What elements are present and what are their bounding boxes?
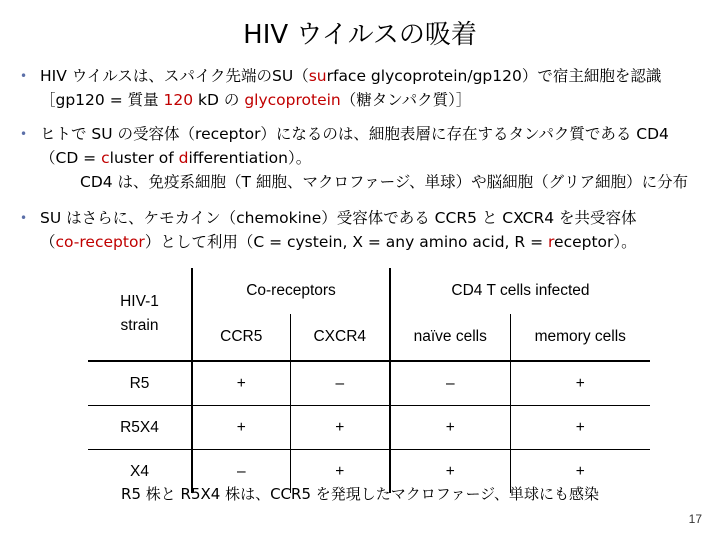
text-span: （CD = [40,149,102,167]
bullet-cd4-receptor [20,122,710,194]
table-row [88,361,650,406]
bullet-dot-icon: • [20,127,28,141]
column-header: naïve cells [390,314,510,361]
highlight-text: c [101,149,110,167]
bullet-line [40,230,710,254]
row-strain: X4 [88,450,192,494]
cd4-group-header: CD4 T cells infected [451,282,590,299]
bullet-line: ヒトで SU の受容体（receptor）になるのは、細胞表層に存在するタンパク質である CD4 [40,125,669,143]
text-span: ）として利用（C = cystein, X = any amino acid, R = [144,233,548,251]
text-span: ifferentiation）。 [188,149,312,167]
highlight-text: co-receptor [55,233,145,251]
bullet-line: CD4 は、免疫系細胞（T 細胞、マクロファージ、単球）や脳細胞（グリア細胞）に分布 [80,173,689,191]
bullet-line [40,88,710,112]
table-cell: + [290,406,390,450]
table-cell: – [390,361,510,406]
table-cell: + [192,406,290,450]
text-span: rface glycoprotein/gp120）で宿主細胞を認識 [326,67,662,85]
strain-header [88,268,192,361]
text-span: （糖タンパク質）］ [340,91,472,109]
table-cell: + [510,406,650,450]
table-row [88,406,650,450]
text-span: luster of [109,149,179,167]
highlight-text: glycoprotein [244,91,341,109]
bullet-line [40,146,710,170]
text-span: HIV ウイルスは、スパイク先端のSU（ [40,67,309,85]
column-header: memory cells [510,314,650,361]
table-caption: R5 株と R5X4 株は、CCR5 を発現したマクロファージ、単球にも感染 [121,485,599,503]
table-cell: + [192,361,290,406]
row-strain: R5 [88,361,192,406]
column-header: CCR5 [192,314,290,361]
coreceptor-table [88,268,650,493]
bullet-line: SU はさらに、ケモカイン（chemokine）受容体である CCR5 と CXCR4 を共受容体 [40,209,637,227]
text-span: （ [40,233,56,251]
text-span: ［gp120 = 質量 [40,91,164,109]
bullet-dot-icon: • [20,69,28,83]
coreceptors-group-header: Co-receptors [192,268,390,314]
column-header: CXCR4 [290,314,390,361]
highlight-text: su [308,67,327,85]
table-cell: – [290,361,390,406]
highlight-text: r [548,233,555,251]
table-cell: + [390,406,510,450]
table-cell: – [192,450,290,494]
bullet-dot-icon: • [20,211,28,225]
strain-header-label: HIV-1 strain [120,293,159,334]
text-span: eceptor）。 [554,233,637,251]
bullet-su-recognition [20,64,710,112]
table-cell: + [510,450,650,494]
row-strain: R5X4 [88,406,192,450]
highlight-text: 120 [163,91,194,109]
table-cell: + [575,374,585,392]
table-cell: + [390,450,510,494]
highlight-text: d [178,149,189,167]
slide-title: HIV ウイルスの吸着 [243,20,477,50]
page-number: 17 [688,512,702,526]
bullet-coreceptor [20,206,710,254]
table-cell: + [290,450,390,494]
bullet-line [40,64,710,88]
text-span: kD の [193,91,245,109]
